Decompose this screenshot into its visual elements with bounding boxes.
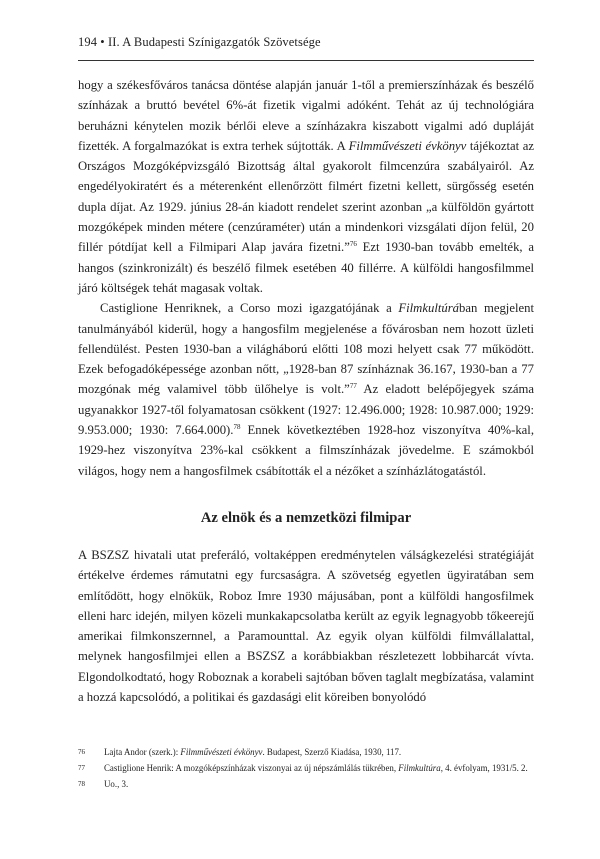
footnote-number: 77 bbox=[78, 764, 85, 772]
paragraph-2-italic-title: Filmkultúrá bbox=[398, 301, 459, 316]
footnote-number: 76 bbox=[78, 748, 85, 756]
paragraph-2 bbox=[78, 298, 534, 481]
footnote-text: Castiglione Henrik: A mozgóképszínházak viszonyai az új népszámlálás tükrében, bbox=[104, 763, 399, 773]
header-rule bbox=[78, 60, 534, 61]
footnote-ref-77: 77 bbox=[349, 382, 357, 391]
footnote-italic: Filmkultúra bbox=[398, 763, 441, 773]
footnote-76 bbox=[78, 746, 534, 759]
paragraph-1 bbox=[78, 75, 534, 298]
footnote-ref-78: 78 bbox=[233, 422, 241, 431]
paragraph-2-text-c: Az eladott belépőjegyek száma ugyanakkor 1927-től folyamatosan csökkent (1927: 12.496.000; 1928: 10.987.000; 1929: 9.953.000; 1930: 7.664.000). bbox=[78, 382, 534, 438]
paragraph-2-text-a: Castiglione Henriknek, a Corso mozi igazgatójának a bbox=[100, 301, 399, 316]
footnote-78 bbox=[78, 778, 534, 791]
paragraph-1-text-c: Ezt 1930-ban tovább emelték, a hangos (szinkronizált) és beszélő filmek esetében 40 fillérre. A külföldi hangosfilmmel járó költségek tehát magasak voltak. bbox=[78, 240, 534, 295]
section-paragraph: A BSZSZ hivatali utat preferáló, voltaképpen eredménytelen válságkezelési stratégiáját értékelve érdemes rámutatni egy furcsaságra. A szövetség egyetlen ügyiratában sem említődött, hogy elnökük, Roboz Imre 1930 májusában, pont a külföldi hangosfilmek elleni harc idején, milyen közeli munkakapcsolatba került az egyik legnagyobb tőkeerejű amerikai filmkonszernnel, a Paramounttal. Az egyik olyan külföldi filmvállalattal, melynek hangosfilmjei ellen a BSZSZ a korábbiakban részletezett lobbiharcát vívta. Elgondolkodtató, hogy Roboznak a korabeli sajtóban bőven taglalt megbízatása, valamint a hozzá kapcsolódó, a politikai és gazdasági elit köreiben bonyolódó bbox=[78, 548, 534, 705]
footnote-text: Uo., 3. bbox=[104, 779, 129, 789]
paragraph-1-text-a: hogy a székesfőváros tanácsa döntése alapján január 1-től a premierszínházak és beszélő színházak a bruttó bevétel 6%-át fizetik vigalmi adóként. Tehát az új technológiára beruházni kénytelen mozik bérlői eleve a színházakra kiszabott vigalmi adó dupláját fizették. A forgalmazókat is extra terhek sújtották. A bbox=[78, 78, 534, 153]
footnote-ref-76: 76 bbox=[349, 240, 357, 249]
footnote-number: 78 bbox=[78, 780, 85, 788]
paragraph-1-text-b: tájékoztat az Országos Mozgóképvizsgáló Bizottság által gyakorolt filmcenzúra szabályairól. Az engedélyokiratért és a méterenként ellenőrzött filmért fizetni kellett, sürgősség esetén dupla díjat. Az 1929. június 28-án kiadott rendelet szerint azonban „a külföldön gyártott mozgóképek minden métere (cenzúraméter) után a mindenkori vizsgálati díjon felül, 20 fillér pótdíjat kell a Filmipari Alap javára fizetni.” bbox=[78, 138, 534, 255]
paragraph-2-text-d: Ennek következtében 1928-hoz viszonyítva 40%-kal, 1929-hez viszonyítva 23%-kal csökkent a filmszínházak jövedelme. E számokból világos, hogy nem a hangosfilmek csábították el a nézőket a színházlátogatástól. bbox=[78, 423, 535, 478]
footnote-text-end: . Budapest, Szerző Kiadása, 1930, 117. bbox=[262, 747, 402, 757]
paragraph-2-text-b: ban megjelent tanulmányából kiderül, hogy a hangosfilm megjelenése a fővárosban nem hozott üzleti fellendülést. Pesten 1930-ban a világháború előtti 108 mozi helyett csak 77 működött. Ezek befogadóképessége azonban nőtt, „1928-ban 87 színháznak 36.167, 1930-ban a 77 mozgónak még valamivel több ülőhelye is volt.” bbox=[78, 301, 534, 397]
running-head: 194 • II. A Budapesti Színigazgatók Szövetsége bbox=[78, 35, 321, 49]
paragraph-1-italic-title: Filmművészeti évkönyv bbox=[348, 138, 467, 153]
section-heading: Az elnök és a nemzetközi filmipar bbox=[200, 510, 412, 526]
footnote-italic: Filmművészeti évkönyv bbox=[180, 747, 263, 757]
footnote-77 bbox=[78, 762, 534, 775]
footnote-text: Lajta Andor (szerk.): bbox=[104, 747, 181, 757]
body-text bbox=[78, 75, 534, 481]
footnote-text-end: , 4. évfolyam, 1931/5. 2. bbox=[440, 763, 528, 773]
footnotes bbox=[78, 746, 534, 794]
